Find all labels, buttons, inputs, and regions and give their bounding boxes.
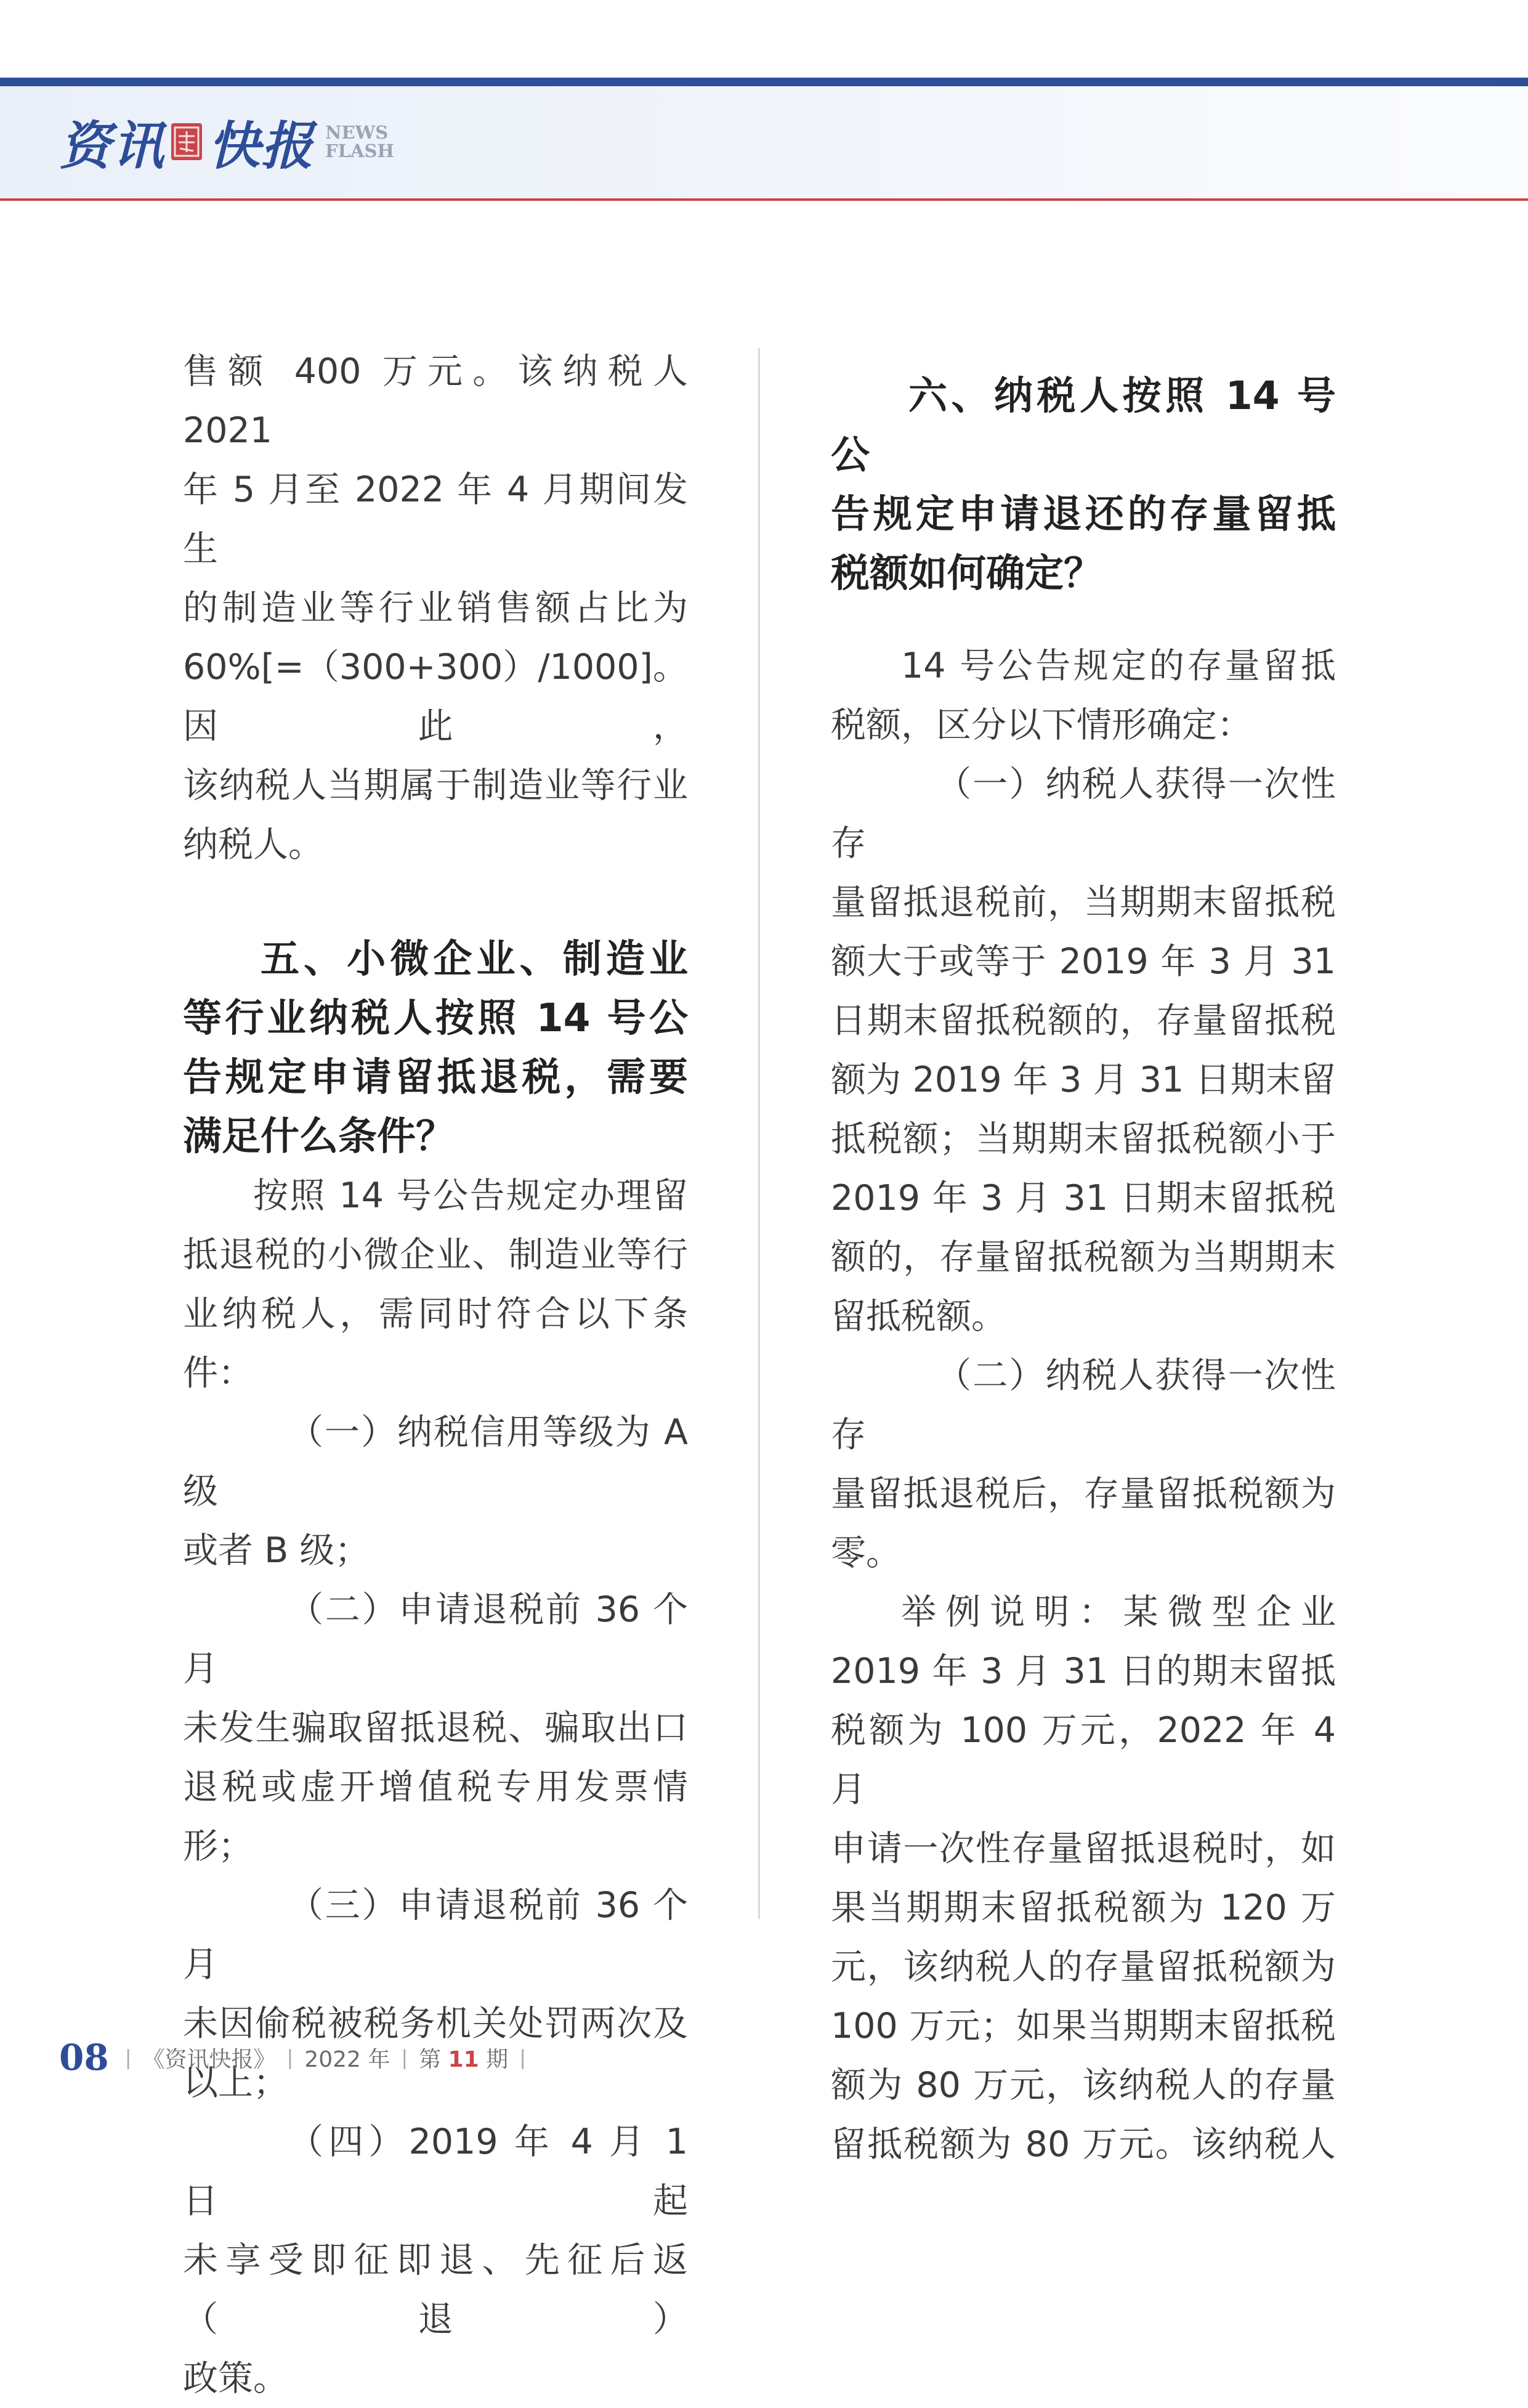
example-line: 额为 80 万元，该纳税人的存量	[831, 2065, 1336, 2106]
body-line: （一）纳税人获得一次性存	[831, 764, 1336, 864]
footer-separator: |	[519, 2046, 526, 2069]
left-column	[183, 342, 688, 2408]
page-number: 08	[59, 2037, 109, 2078]
section-heading-6: 六、纳税人按照 14 号公	[831, 373, 1336, 477]
condition-line: 未享受即征即退、先征后返（退）	[183, 2240, 688, 2340]
masthead	[59, 105, 394, 179]
column-divider	[758, 348, 760, 1919]
masthead-left: 资讯	[59, 115, 166, 176]
body-line: 2019 年 3 月 31 日期末留抵税	[831, 1178, 1336, 1218]
condition-line: （三）申请退税前 36 个月	[183, 1885, 688, 1985]
section-heading-6: 告规定申请退还的存量留抵	[831, 492, 1336, 537]
section-heading-5: 满足什么条件？	[183, 1114, 455, 1159]
intro-line: 售额 400 万元。该纳税人 2021	[183, 351, 688, 451]
body-line: 抵退税的小微企业、制造业等行	[183, 1234, 688, 1275]
example-line: 申请一次性存量留抵退税时，如	[831, 1828, 1336, 1869]
intro-line: 年 5 月至 2022 年 4 月期间发生	[183, 469, 688, 569]
condition-line: 未因偷税被税务机关处罚两次及	[183, 2003, 688, 2044]
condition-line: 退税或虚开增值税专用发票情	[183, 1767, 688, 1807]
body-line: 日期末留抵税额的，存量留抵税	[831, 1000, 1336, 1041]
red-seal-icon	[170, 122, 203, 161]
body-line: 量留抵退税后，存量留抵税额为	[831, 1474, 1336, 1514]
body-line: 零。	[831, 1533, 901, 1573]
issue-year: 2022 年	[304, 2046, 390, 2072]
condition-line: （四）2019 年 4 月 1 日起	[183, 2122, 688, 2221]
section-heading-6: 税额如何确定？	[831, 551, 1102, 596]
footer-separator: |	[124, 2046, 132, 2069]
condition-line: 或者 B 级；	[183, 1530, 370, 1571]
issue-label	[419, 2042, 508, 2074]
intro-line: 60%[=（300+300）/1000]。因此，	[183, 647, 688, 747]
footer-separator: |	[401, 2046, 408, 2069]
body-line: 抵税额；当期期末留抵税额小于	[831, 1119, 1336, 1159]
body-line: 按照 14 号公告规定办理留	[253, 1175, 688, 1216]
footer	[59, 2036, 526, 2079]
right-column	[831, 342, 1336, 2174]
body-line: 留抵税额。	[831, 1296, 1006, 1337]
example-line: 留抵税额为 80 万元。该纳税人	[831, 2124, 1336, 2165]
issue-number: 11	[448, 2046, 479, 2072]
body-line: 额为 2019 年 3 月 31 日期末留	[831, 1060, 1336, 1100]
intro-line: 该纳税人当期属于制造业等行业	[183, 765, 688, 806]
body-line: 量留抵退税前，当期期末留抵税	[831, 882, 1336, 923]
intro-line: 的制造业等行业销售额占比为	[183, 588, 688, 628]
flash-label: FLASH	[325, 140, 394, 161]
footer-separator: |	[286, 2046, 294, 2069]
top-rule	[0, 78, 1528, 86]
masthead-right: 快报	[208, 115, 315, 176]
section-heading-5: 告规定申请留抵退税，需要	[183, 1055, 688, 1100]
condition-line: 未发生骗取留抵退税、骗取出口	[183, 1708, 688, 1748]
body-line: 税额，区分以下情形确定：	[831, 705, 1252, 745]
condition-line: 形；	[183, 1826, 253, 1867]
news-flash	[325, 123, 394, 160]
body-line: 额大于或等于 2019 年 3 月 31	[831, 941, 1336, 982]
publication-title: 《资讯快报》	[142, 2046, 276, 2072]
intro-line: 纳税人。	[183, 824, 323, 865]
example-line: 税额为 100 万元，2022 年 4 月	[831, 1710, 1336, 1810]
news-label: NEWS	[325, 122, 389, 143]
example-line: 100 万元；如果当期期末留抵税	[831, 2006, 1336, 2046]
condition-line: 以上；	[183, 2062, 288, 2103]
body-line: （二）纳税人获得一次性存	[831, 1355, 1336, 1455]
issue-suffix: 期	[486, 2046, 509, 2072]
example-line: 举例说明：某微型企业	[901, 1592, 1336, 1632]
condition-line: （二）申请退税前 36 个月	[183, 1589, 688, 1689]
condition-line: （一）纳税信用等级为 A 级	[183, 1412, 688, 1512]
header-red-line	[0, 198, 1528, 201]
issue-prefix: 第	[419, 2046, 442, 2072]
section-heading-5: 五、小微企业、制造业	[261, 936, 688, 981]
body-line: 额的，存量留抵税额为当期期末	[831, 1237, 1336, 1278]
example-line: 2019 年 3 月 31 日的期末留抵	[831, 1651, 1336, 1692]
example-line: 元，该纳税人的存量留抵税额为	[831, 1947, 1336, 1987]
section-heading-5: 等行业纳税人按照 14 号公	[183, 995, 688, 1040]
body-line: 14 号公告规定的存量留抵	[901, 646, 1336, 686]
example-line: 果当期期末留抵税额为 120 万	[831, 1887, 1336, 1928]
body-line: 业纳税人，需同时符合以下条件：	[183, 1294, 688, 1393]
condition-line: 政策。	[183, 2358, 288, 2399]
